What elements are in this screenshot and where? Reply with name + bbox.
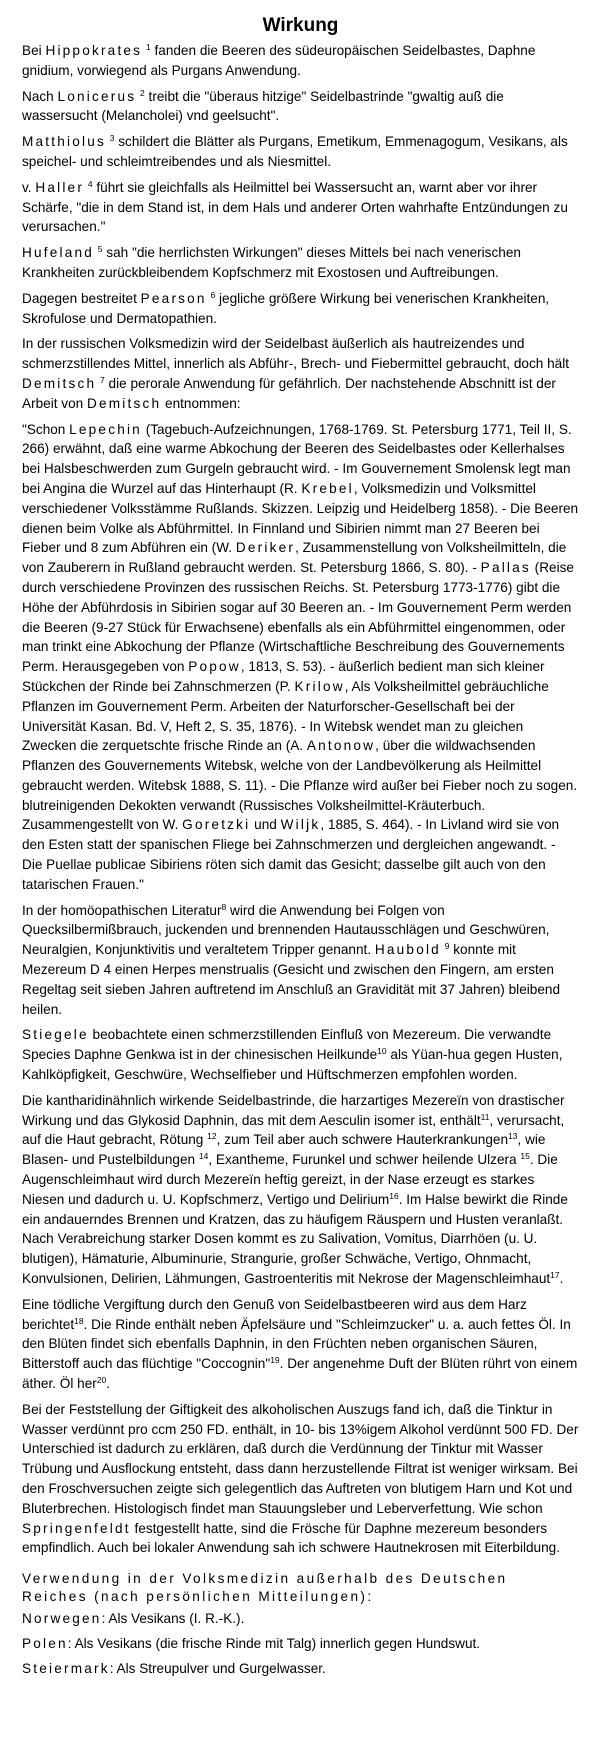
footnote-ref: 14 — [198, 1151, 209, 1162]
paragraph-text: fanden die Beeren des südeuropäischen Seidelbastes, Daphne gnidium, vorwiegend als Purgans Anwendung. — [22, 43, 536, 78]
author-name: Hippokrates — [45, 43, 143, 58]
author-name: Goretzki — [182, 817, 251, 833]
region-use: Als Vesikans (die frische Rinde mit Talg) innerlich gegen Hundswut. — [74, 1636, 481, 1652]
paragraph-text: . Die Rinde enthält neben Äpfelsäure und "Schleimzucker" u. a. auch fettes Öl. In den Blüten findet sich ebenfalls Daphnin, in den Früchten neben organischen Säuren, Bitterstoff auch das flüchtige "Coccognin" — [22, 1316, 571, 1372]
author-name: Hufeland — [22, 245, 95, 261]
volksmedizin-heading: Verwendung in der Volksmedizin außerhalb des Deutschen Reiches (nach persönlichen Mitteilungen): — [22, 1571, 508, 1605]
paragraph-text: schildert die Blätter als Purgans, Emetikum, Emmenagogum, Vesikans, als speichel- und schleimtreibendes und als Niesmittel. — [22, 134, 568, 169]
region-name: Polen — [22, 1636, 68, 1652]
paragraph-text: , wie Blasen- und Pustelbildungen — [22, 1132, 546, 1168]
body-paragraph — [22, 420, 579, 895]
author-name: Antonow — [306, 738, 376, 754]
body-paragraph — [22, 334, 579, 413]
body-text — [22, 41, 579, 1558]
body-paragraph — [22, 243, 579, 283]
paragraph-text: , 1813, S. 53). - äußerlich bedient man sich kleiner Stückchen der Rinde bei Zahnschmerzen (P. — [22, 659, 545, 694]
author-name: Matthiolus — [22, 134, 106, 150]
author-name: Stiegele — [22, 1027, 89, 1043]
paragraph-text: , Exantheme, Furunkel und schwer heilende Ulzera — [208, 1152, 521, 1168]
author-name: Popow — [188, 659, 241, 675]
region-use: Als Vesikans (I. R.-K.). — [108, 1611, 245, 1627]
paragraph-text: "Schon — [22, 421, 70, 437]
footnote-ref: 8 — [221, 901, 227, 912]
paragraph-text: festgestellt hatte, sind die Frösche für Daphne mezereum besonders empfindlich. Auch bei lokaler Anwendung sah ich schwere Hautnekrosen mit Eiterbildung. — [22, 1520, 561, 1556]
paragraph-text: . — [106, 1376, 111, 1391]
region-name: Steiermark — [22, 1661, 110, 1677]
paragraph-text: (Reise durch verschiedene Provinzen des russischen Reichs. St. Petersburg 1773-1776) gibt die Höhe der Abführdosis in Sibirien sogar auf 30 Beeren an. - Im Gouvernement Perm werden die Beeren (9-27 Stück für Erwachsene) ebenfalls als ein Abführmittel eingenommen, oder man trinkt eine Abkochung der Pflanze (Wirtschaftliche Beschreibung des Gouvernements Perm. Herausgegeben von — [22, 560, 574, 675]
author-name: Demitsch — [86, 395, 162, 411]
paragraph-text: entnommen: — [161, 395, 241, 411]
paragraph-text: sah "die herrlichsten Wirkungen" dieses Mittels bei nach venerischen Krankheiten zurückbleibendem Kopfschmerz mit Exostosen und Auftreibungen. — [22, 245, 521, 280]
footnote-ref: 9 — [444, 941, 450, 952]
paragraph-text: . Der angenehme Duft der Blüten rührt von einem äther. Öl her — [22, 1356, 578, 1391]
body-paragraph — [22, 1091, 579, 1289]
paragraph-text: , verursacht, auf die Haut gebracht, Rötung — [22, 1112, 565, 1148]
body-paragraph — [22, 1295, 579, 1394]
region-use: Als Streupulver und Gurgelwasser. — [116, 1661, 326, 1677]
author-name: Lepechin — [69, 421, 142, 437]
volksmedizin-item: Norwegen: Als Vesikans (I. R.-K.). — [22, 1611, 245, 1627]
footnote-ref: 11 — [480, 1111, 490, 1122]
footnote-ref: 1 — [145, 42, 151, 52]
footnote-ref: 10 — [377, 1046, 387, 1057]
paragraph-text: konnte mit Mezereum D 4 einen Herpes menstrualis (Gesicht und zwischen den Fingern, am ersten Regeltag seit sieben Jahren auftretend im Anschluß an Gravidität mit 37 Jahren) bleibend heilen. — [22, 942, 561, 1017]
paragraph-text: , zum Teil aber auch schwere Hauterkrankungen — [216, 1132, 509, 1148]
page-title: Wirkung — [262, 15, 339, 36]
paragraph-text: (Tagebuch-Aufzeichnungen, 1768-1769. St. Petersburg 1771, Teil II, S. 266) erwähnt, daß eine warme Abkochung der Beeren des Seidelbastes oder Kellerhalses bei Halsbeschwerden zum Gurgeln gebraucht wird. - Im Gouvernement Smolensk legt man bei Angina die Wurzel auf das Hinterhaupt (R. — [22, 421, 572, 496]
author-name: Haller — [35, 179, 85, 195]
paragraph-text: Eine tödliche Vergiftung durch den Genuß von Seidelbastbeeren wird aus dem Harz berichtet — [22, 1296, 527, 1332]
paragraph-text: wird die Anwendung bei Folgen von Quecksilbermißbrauch, juckenden und brennenden Hautausschlägen und Geschwüren, Neuralgien, Konjunktivitis und veraltetem Tripper genannt. — [22, 902, 550, 958]
paragraph-text: Die kantharidinähnlich wirkende Seidelbastrinde, die harzartiges Mezereïn von drastischer Wirkung und das Glykosid Daphnin, das mit dem Aesculin isomer ist, enthält — [22, 1092, 565, 1128]
footnote-ref: 20 — [96, 1375, 107, 1385]
paragraph-text: , Als Volksheilmittel gebräuchliche Pflanzen im Gouvernement Perm. Arbeiten der Naturforscher-Gesellschaft bei der Universität Kasan. Bd. V, Heft 2, S. 35, 1876). - In Witebsk wendet man zu gleichen Zwecken die zerquetschte frische Rinde an (A. — [22, 678, 549, 754]
paragraph-text: Bei der Feststellung der Giftigkeit des alkoholischen Auszugs fand ich, daß die Tinktur in Wasser verdünnt pro ccm 250 FD. enthält, in 10- bis 13%igem Alkohol verdünnt 500 FD. Der Unterschied ist dadurch zu erklären, daß durch die Verdünnung der Tinktur mit Wasser Trübung und Ausflockung entsteht, dass dann herzustellende Filtrat ist weniger wirksam. Bei den Froschversuchen zeigte sich gelegentlich das Auftreten von blutigem Harn und Kot und Bluterbrechen. Histologisch findet man Stauungsleber und Leberverfettung. Wie schon — [22, 1401, 579, 1516]
body-paragraph — [22, 901, 579, 1020]
footnote-ref: 4 — [87, 178, 93, 189]
paragraph-text: führt sie gleichfalls als Heilmittel bei Wassersucht an, warnt aber vor ihrer Schärfe, "die in dem Stand ist, in dem Hals und anderer Orten wahrhafte Entzündungen zu verursachen." — [22, 179, 568, 235]
paragraph-text: die perorale Anwendung für gefährlich. Der nachstehende Abschnitt ist der Arbeit von — [22, 375, 556, 411]
paragraph-text: Bei — [22, 43, 46, 58]
region-name: Norwegen — [22, 1611, 102, 1627]
volksmedizin-section — [22, 1570, 579, 1680]
paragraph-text: In der homöopathischen Literatur — [22, 902, 222, 918]
footnote-ref: 13 — [508, 1131, 518, 1142]
footnote-ref: 7 — [100, 374, 105, 385]
body-paragraph — [22, 132, 579, 172]
author-name: Krilow — [294, 678, 345, 694]
footnote-ref: 5 — [97, 244, 103, 255]
body-paragraph — [22, 1025, 579, 1084]
footnote-ref: 18 — [74, 1315, 84, 1326]
footnote-ref: 6 — [210, 289, 216, 300]
paragraph-text: und — [250, 817, 281, 833]
body-paragraph — [22, 289, 579, 329]
body-paragraph — [22, 87, 579, 127]
footnote-ref: 16 — [389, 1190, 399, 1201]
footnote-ref: 2 — [140, 87, 145, 98]
paragraph-text: . — [559, 1271, 564, 1287]
paragraph-text: als Yüan-hua gegen Husten, Kahlköpfigkeit, Geschwüre, Wechselfieber und Hüftschmerzen empfohlen worden. — [22, 1047, 563, 1083]
footnote-ref: 3 — [109, 133, 115, 144]
footnote-ref: 12 — [207, 1131, 217, 1142]
paragraph-text: , Volksmedizin und Volksmittel verschiedener Volksstämme Rußlands. Skizzen. Leipzig und Heidelberg 1858). - Die Beeren dienen beim Volke als Abführmittel. In Finnland und Sibirien nimmt man 27 Beeren bei Fieber und 8 zum Abführen ein (W. — [22, 480, 579, 556]
paragraph-text: , 1885, S. 464). - In Livland wird sie von den Esten statt der spanischen Fliege bei Zahnschmerzen und dergleichen angewandt. - Die Puellae publicae Sibiriens röten sich damit das Gesicht; dasselbe gilt auch von den tatarischen Frauen." — [22, 817, 560, 892]
author-name: Krebel — [301, 480, 354, 496]
body-paragraph — [22, 178, 579, 237]
paragraph-text: Dagegen bestreitet — [22, 290, 141, 306]
footnote-ref: 19 — [270, 1355, 280, 1366]
volksmedizin-item: Polen: Als Vesikans (die frische Rinde mit Talg) innerlich gegen Hundswut. — [22, 1636, 481, 1652]
author-name: Demitsch — [22, 375, 97, 391]
author-name: Haubold — [374, 942, 441, 958]
author-name: Pallas — [480, 560, 531, 576]
paragraph-text: In der russischen Volksmedizin wird der Seidelbast äußerlich als hautreizendes und schmerzstillendes Mittel, innerlich als Abführ-, Brech- und Fiebermittel gebraucht, doch hält — [22, 336, 570, 372]
paragraph-text: beobachtete einen schmerzstillenden Einfluß von Mezereum. Die verwandte Species Daphne Genkwa ist in der chinesischen Heilkunde — [22, 1027, 552, 1063]
paragraph-text: . Die Augenschleimhaut wird durch Mezereïn heftig gereizt, in der Nase erzeugt es starkes Niesen und dadurch u. U. Kopfschmerz, Vertigo und Delirium — [22, 1152, 558, 1207]
author-name: Wiljk — [280, 817, 321, 833]
body-paragraph — [22, 41, 579, 81]
author-name: Lonicerus — [57, 88, 137, 104]
body-paragraph — [22, 1400, 579, 1558]
footnote-ref: 17 — [550, 1270, 560, 1281]
paragraph-text: jegliche größere Wirkung bei venerischen Krankheiten, Skrofulose und Dermatopathien. — [22, 290, 550, 326]
paragraph-text: treibt die "überaus hitzige" Seidelbastrinde "gwaltig auß die wassersucht (Melancholei) vnd geelsucht". — [22, 88, 504, 124]
footnote-ref: 15 — [520, 1151, 530, 1162]
paragraph-text: Nach — [22, 88, 58, 104]
author-name: Pearson — [140, 290, 207, 306]
author-name: Deriker — [235, 540, 296, 556]
paragraph-text: v. — [22, 179, 36, 195]
volksmedizin-item: Steiermark: Als Streupulver und Gurgelwasser. — [22, 1661, 326, 1677]
paragraph-text: , über die wildwachsenden Pflanzen des Gouvernements Witebsk, welche von der Landbevölkerung als Heilmittel gebraucht werden. Witebsk 1888, S. 11). - Die Pflanze wird außer bei Fieber noch zu sogen. blutreinigenden Dekokten verwandt (Russisches Volksheilmittel-Kräuterbuch. Zusammengestellt von W. — [22, 738, 578, 833]
paragraph-text: , Zusammenstellung von Volksheilmitteln, die von Zauberern in Rußland gebraucht werden. St. Petersburg 1866, S. 80). - — [22, 540, 567, 576]
author-name: Springenfeldt — [22, 1520, 131, 1536]
paragraph-text: . Im Halse bewirkt die Rinde ein andauerndes Brennen und Kratzen, das zu häufigem Räuspern und Husten veranlaßt. Nach Verabreichung starker Dosen kommt es zu Salivation, Vomitus, Diarrhöen (u. U. blutigen), Hämaturie, Albuminurie, Strangurie, großer Schwäche, Vertigo, Ohnmacht, Konvulsionen, Delirien, Lähmungen, Gastroenteritis mit Nekrose der Magenschleimhaut — [22, 1191, 568, 1287]
